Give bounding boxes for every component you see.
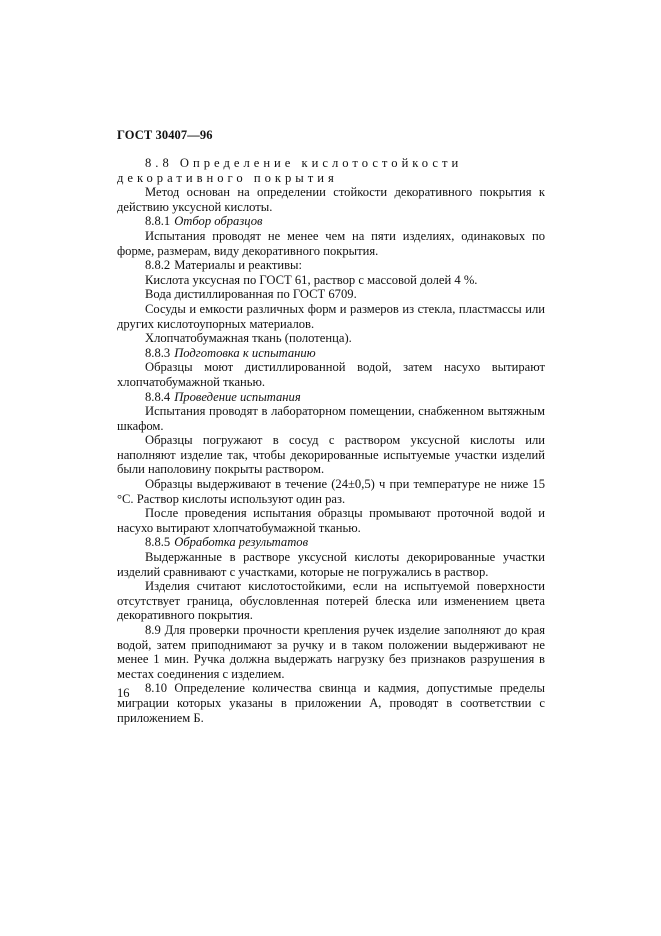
section-8-8-5-heading: [117, 535, 545, 550]
section-8-8-1-heading: [117, 214, 545, 229]
section-title: Отбор образцов: [174, 214, 263, 229]
material-item: Хлопчатобумажная ткань (полотенца).: [145, 331, 352, 346]
section-8-9-paragraph: 8.9 Для проверки прочности крепления ручек изделие заполняют до края водой, затем приподнимают за ручку и в таком положении выдерживают не менее 1 мин. Ручка должна выдержать нагрузку без признаков разрушения в местах соединения с изделием.: [117, 623, 545, 681]
section-number: 8.8.3: [145, 345, 171, 360]
material-item: Вода дистиллированная по ГОСТ 6709.: [145, 287, 357, 302]
section-8-8-1-paragraph: Испытания проводят не менее чем на пяти изделиях, одинаковых по форме, размерам, виду декоративного покрытия.: [117, 228, 545, 258]
section-8-8-3-paragraph: Образцы моют дистиллированной водой, затем насухо вытирают хлопчатобумажной тканью.: [117, 360, 545, 389]
material-item: Кислота уксусная по ГОСТ 61, раствор с массовой долей 4 %.: [145, 272, 478, 287]
section-title: Материалы и реактивы:: [174, 258, 302, 273]
section-8-8-5-paragraph: Изделия считают кислотостойкими, если на испытуемой поверхности отсутствует граница, обусловленная потерей блеска или изменением цвета декоративного покрытия.: [117, 579, 545, 623]
section-number: 8.8.5: [145, 535, 171, 550]
material-item: Сосуды и емкости различных форм и размеров из стекла, пластмассы или других кислотоупорных материалов.: [117, 301, 545, 331]
page-number: 16: [117, 686, 130, 700]
section-number: 8.8.4: [145, 389, 171, 404]
section-number: 8.8.2: [145, 258, 171, 273]
section-8-8-paragraph: Метод основан на определении стойкости декоративного покрытия к действию уксусной кислоты.: [117, 185, 545, 214]
section-title: Проведение испытания: [174, 389, 301, 404]
document-body: [117, 156, 545, 725]
section-8-8-4-paragraph: Образцы погружают в сосуд с раствором уксусной кислоты или наполняют изделие так, чтобы декорированные испытуемые участки изделий были наполовину покрыты раствором.: [117, 433, 545, 477]
section-title: Подготовка к испытанию: [174, 345, 316, 360]
section-number: 8.8.1: [145, 214, 171, 229]
section-8-8-4-heading: [117, 390, 545, 405]
section-8-8-2-heading: [117, 258, 545, 273]
section-8-8-4-paragraph: Испытания проводят в лабораторном помещении, снабженном вытяжным шкафом.: [117, 404, 545, 433]
document-header: [117, 128, 213, 143]
section-8-8-5-paragraph: Выдержанные в растворе уксусной кислоты декорированные участки изделий сравнивают с участками, которые не погружались в раствор.: [117, 550, 545, 579]
document-id: ГОСТ 30407—96: [117, 128, 213, 142]
section-8-10-paragraph: 8.10 Определение количества свинца и кадмия, допустимые пределы миграции которых указаны в приложении А, проводят в соответствии с приложением Б.: [117, 681, 545, 725]
section-8-8-title: 8.8 Определение кислотостойкости декоративного покрытия: [117, 156, 463, 185]
section-8-8-3-heading: [117, 346, 545, 361]
section-title: Обработка результатов: [174, 535, 309, 550]
section-8-8-4-paragraph: Образцы выдерживают в течение (24±0,5) ч при температуре не ниже 15 °С. Раствор кислоты используют один раз.: [117, 477, 545, 506]
section-8-8-4-paragraph: После проведения испытания образцы промывают проточной водой и насухо вытирают хлопчатобумажной тканью.: [117, 506, 545, 535]
